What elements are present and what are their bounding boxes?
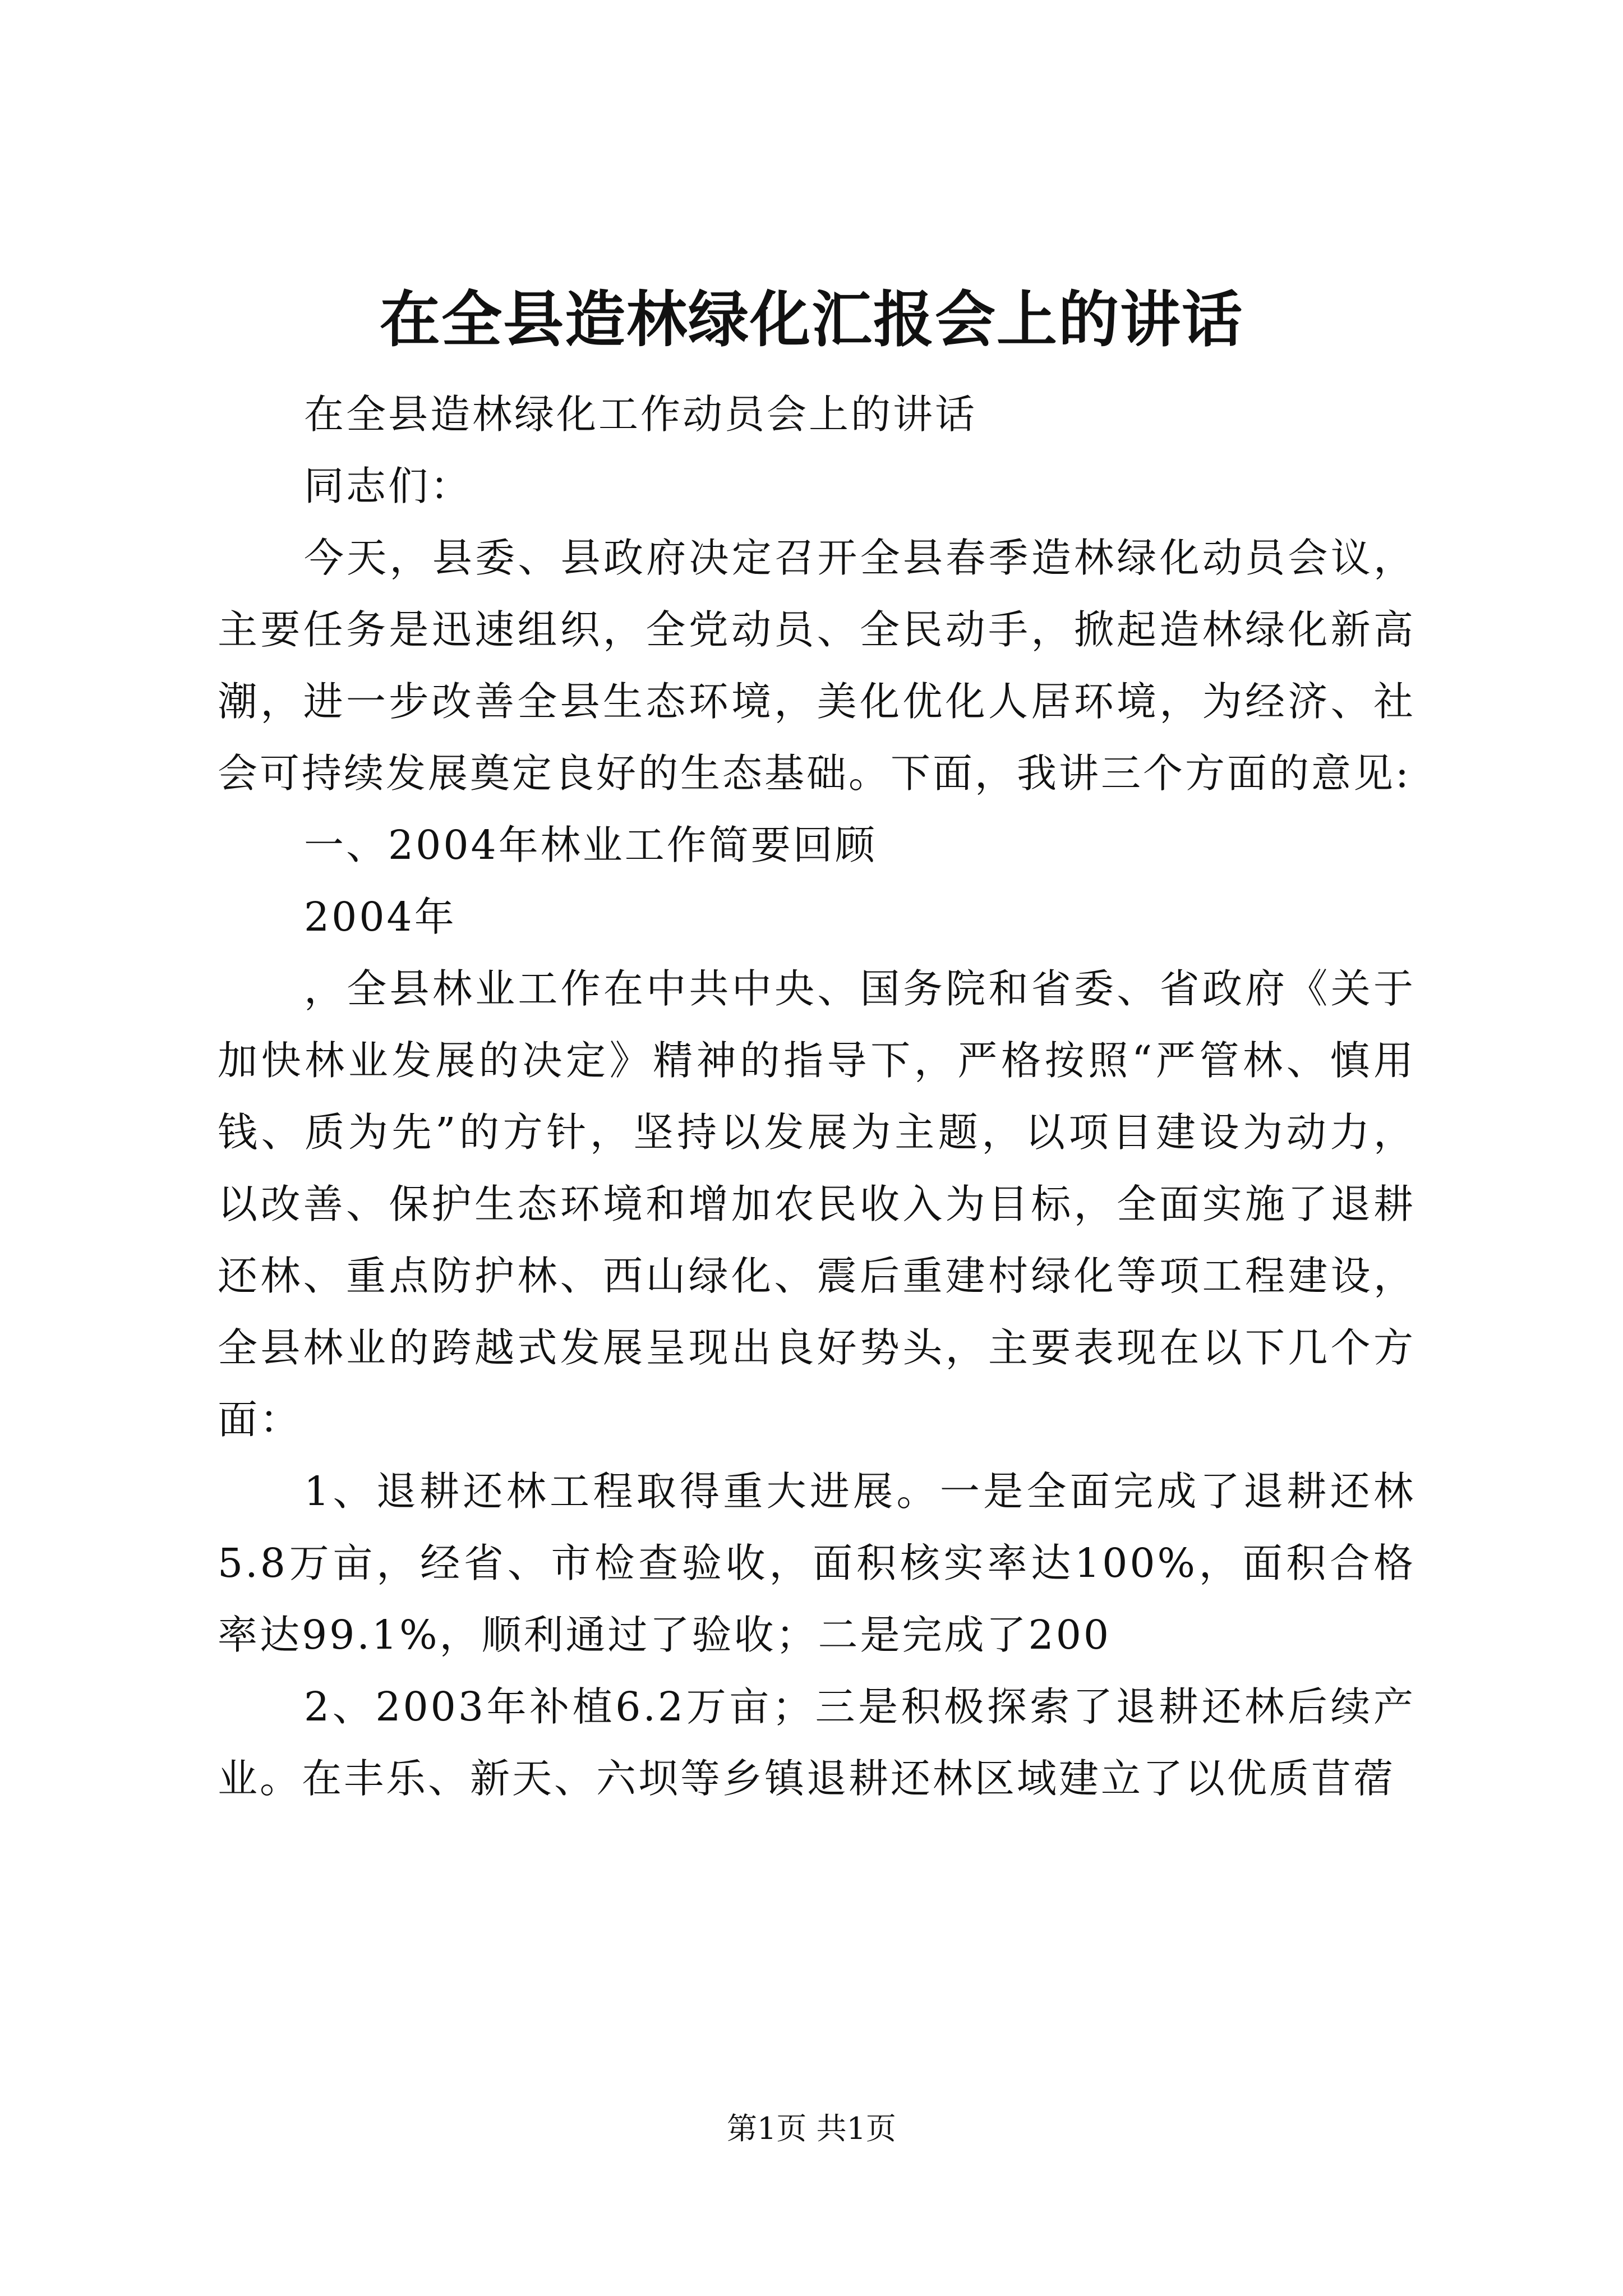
- paragraph-subtitle: 在全县造林绿化工作动员会上的讲话: [304, 391, 978, 438]
- section-heading-review: 一、2004年林业工作简要回顾: [304, 822, 877, 868]
- paragraph-intro: 今天，县委、县政府决定召开全县春季造林绿化动员会议，主要任务是迅速组织，全党动员、全民动手，掀起造林绿化新高潮，进一步改善全县生态环境，美化优化人居环境，为经济、社会可持续发展奠定良好的生态基础。下面，我讲三个方面的意见:: [218, 535, 1415, 797]
- page-number-footer: 第1页 共1页: [727, 2111, 896, 2146]
- paragraph-point-1: 1、退耕还林工程取得重大进展。一是全面完成了退耕还林5.8万亩，经省、市检查验收，面积核实率达100%，面积合格率达99.1%，顺利通过了验收；二是完成了200: [218, 1468, 1415, 1658]
- paragraph-salutation: 同志们：: [304, 463, 473, 509]
- paragraph-overview: ，全县林业工作在中共中央、国务院和省委、省政府《关于加快林业发展的决定》精神的指导下，严格按照“严管林、慎用钱、质为先”的方针，坚持以发展为主题，以项目建设为动力，以改善、保护生态环境和增加农民收入为目标，全面实施了退耕还林、重点防护林、西山绿化、震后重建村绿化等项工程建设，全县林业的跨越式发展呈现出良好势头，主要表现在以下几个方面：: [218, 965, 1415, 1443]
- paragraph-year: 2004年: [304, 894, 457, 940]
- document-title: 在全县造林绿化汇报会上的讲话: [379, 284, 1243, 355]
- paragraph-point-2: 2、2003年补植6.2万亩；三是积极探索了退耕还林后续产业。在丰乐、新天、六坝等乡镇退耕还林区域建立了以优质苜蓿: [218, 1683, 1415, 1802]
- document-body: [218, 379, 1415, 1815]
